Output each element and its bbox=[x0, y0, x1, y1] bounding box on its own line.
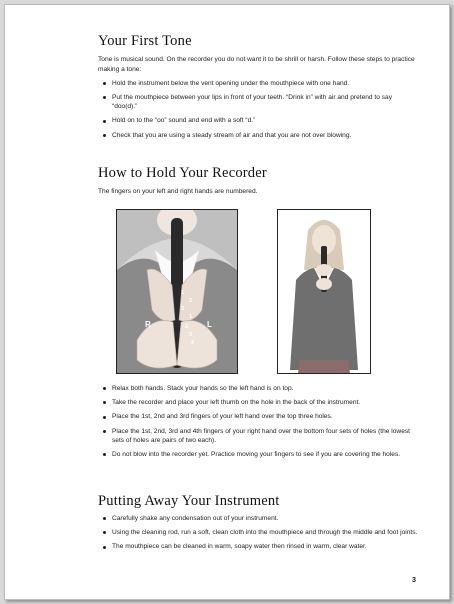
first-tone-intro: Tone is musical sound. On the recorder you do not want it to be shrill or harsh. Follow these steps to practice making a tone: bbox=[98, 56, 415, 73]
list-item: Check that you are using a steady stream of air and that you are not over blowing. bbox=[98, 131, 418, 140]
finger-number: 3 bbox=[181, 306, 185, 312]
putting-away-steps bbox=[98, 514, 418, 557]
list-item: Hold on to the “oo” sound and end with a soft “d.” bbox=[98, 116, 418, 125]
list-item: Carefully shake any condensation out of your instrument. bbox=[98, 514, 418, 523]
finger-number: 1 bbox=[189, 314, 193, 320]
heading-how-to-hold: How to Hold Your Recorder bbox=[98, 165, 267, 181]
list-item: The mouthpiece can be cleaned in warm, soapy water then rinsed in warm, clear water. bbox=[98, 542, 418, 551]
how-to-hold-intro: The fingers on your left and right hands are numbered. bbox=[98, 188, 258, 195]
finger-number: 4 bbox=[191, 340, 195, 346]
hands-closeup-photo bbox=[116, 209, 238, 374]
list-item: Hold the instrument below the vent opening under the mouthpiece with one hand. bbox=[98, 79, 418, 88]
first-tone-steps bbox=[98, 79, 418, 145]
book-page bbox=[4, 4, 450, 600]
heading-putting-away: Putting Away Your Instrument bbox=[98, 493, 280, 509]
right-hand-label: R bbox=[145, 320, 151, 329]
hands-closeup-illustration bbox=[117, 210, 237, 373]
list-item: Using the cleaning rod, run a soft, clean cloth into the mouthpiece and through the middle and foot joints. bbox=[98, 528, 418, 537]
list-item: Place the 1st, 2nd and 3rd fingers of your left hand over the top three holes. bbox=[98, 412, 418, 421]
page-number: 3 bbox=[411, 575, 416, 584]
heading-your-first-tone: Your First Tone bbox=[98, 33, 192, 49]
girl-holding-recorder-illustration bbox=[278, 210, 370, 373]
left-hand-label: L bbox=[207, 320, 212, 329]
finger-number: 3 bbox=[189, 332, 193, 338]
finger-number: 2 bbox=[185, 324, 189, 330]
list-item: Do not blow into the recorder yet. Practice moving your fingers to see if you are covering the holes. bbox=[98, 450, 418, 459]
list-item: Place the 1st, 2nd, 3rd and 4th fingers of your right hand over the bottom four sets of holes (the lowest sets of holes are pairs of two each). bbox=[98, 427, 418, 445]
list-item: Relax both hands. Stack your hands so the left hand is on top. bbox=[98, 384, 418, 393]
finger-number: 1 bbox=[181, 290, 185, 296]
hold-recorder-steps bbox=[98, 384, 418, 464]
list-item: Put the mouthpiece between your lips in front of your teeth. “Drink in” with air and pretend to say “doo(d).” bbox=[98, 93, 418, 111]
girl-holding-recorder-photo bbox=[277, 209, 371, 374]
list-item: Take the recorder and place your left thumb on the hole in the back of the instrument. bbox=[98, 398, 418, 407]
finger-number: 2 bbox=[189, 298, 193, 304]
